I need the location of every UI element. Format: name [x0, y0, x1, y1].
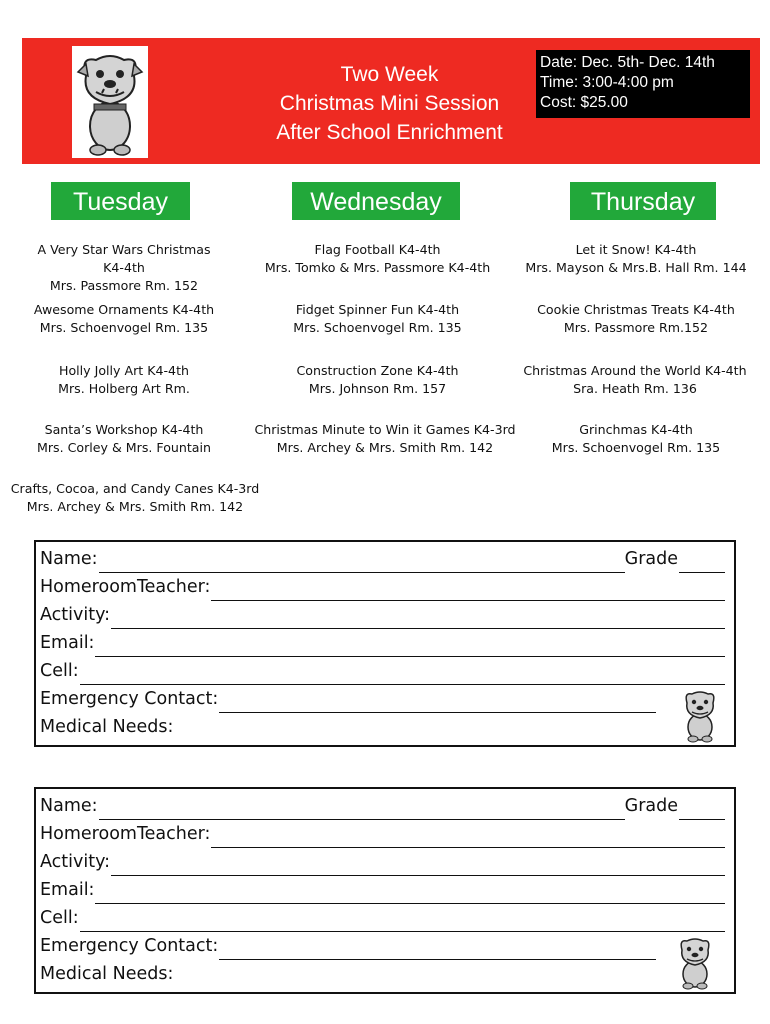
form-row-cell [40, 904, 725, 932]
form-row-medical [40, 960, 725, 988]
activity-tuesday-5 [10, 480, 260, 516]
activity-teacher: Sra. Heath Rm. 136 [573, 381, 697, 396]
cell-field[interactable] [80, 662, 725, 685]
activity-title: Flag Football K4-4th [314, 242, 441, 257]
activity-teacher: Mrs. Passmore Rm. 152 [49, 278, 199, 293]
emergency-field[interactable] [219, 937, 656, 960]
activity-title: Holly Jolly Art K4-4th [59, 363, 189, 378]
teacher-label: HomeroomTeacher: [40, 824, 211, 844]
activity-teacher: Mrs. Corley & Mrs. Fountain [36, 440, 212, 455]
medical-label: Medical Needs: [40, 964, 174, 984]
activity-teacher: Mrs. Tomko & Mrs. Passmore K4-4th [264, 260, 491, 275]
header-banner [22, 38, 760, 164]
activity-label: Activity: [40, 852, 111, 872]
activity-title: Christmas Minute to Win it Games K4-3rd [254, 422, 516, 437]
bulldog-mascot-icon [72, 46, 148, 158]
activity-thursday-3 [510, 362, 760, 398]
activity-teacher: Mrs. Holberg Art Rm. [58, 381, 190, 396]
title-line: Christmas Mini Session [279, 92, 500, 115]
medical-label: Medical Needs: [40, 717, 174, 737]
activity-tuesday-2 [14, 301, 234, 337]
activity-field[interactable] [111, 853, 725, 876]
day-header-thursday: Thursday [570, 182, 716, 220]
activity-wednesday-2 [245, 301, 510, 337]
emergency-label: Emergency Contact: [40, 936, 219, 956]
activity-title: Construction Zone K4-4th [296, 363, 459, 378]
emergency-label: Emergency Contact: [40, 689, 219, 709]
activity-title: Christmas Around the World K4-4th [523, 363, 747, 378]
teacher-label: HomeroomTeacher: [40, 577, 211, 597]
activity-teacher: Mrs. Schoenvogel Rm. 135 [293, 320, 462, 335]
activity-title: Crafts, Cocoa, and Candy Canes K4-3rd [10, 481, 260, 496]
activity-title: Let it Snow! K4-4th [575, 242, 697, 257]
form-row-name [40, 545, 725, 573]
activity-title: Fidget Spinner Fun K4-4th [295, 302, 460, 317]
cell-field[interactable] [80, 909, 725, 932]
grade-label: Grade [624, 796, 678, 816]
grade-field[interactable] [679, 550, 725, 573]
activity-wednesday-4 [240, 421, 530, 457]
form-row-email [40, 629, 725, 657]
day-header-tuesday: Tuesday [51, 182, 190, 220]
activity-title: A Very Star Wars Christmas [37, 242, 211, 257]
name-label: Name: [40, 796, 98, 816]
teacher-field[interactable] [211, 578, 725, 601]
bulldog-mascot-icon [674, 934, 716, 990]
activity-thursday-1 [516, 241, 756, 277]
activity-label: Activity: [40, 605, 111, 625]
activity-wednesday-3 [245, 362, 510, 398]
day-header-wednesday: Wednesday [292, 182, 460, 220]
form-row-cell [40, 657, 725, 685]
email-field[interactable] [95, 634, 725, 657]
activity-field[interactable] [111, 606, 725, 629]
session-info-box [536, 50, 750, 118]
email-label: Email: [40, 880, 95, 900]
activity-thursday-4 [516, 421, 756, 457]
activity-teacher: Mrs. Mayson & Mrs.B. Hall Rm. 144 [525, 260, 747, 275]
activity-grades: K4-4th [103, 260, 145, 275]
activity-title: Cookie Christmas Treats K4-4th [537, 302, 735, 317]
form-row-teacher [40, 820, 725, 848]
grade-field[interactable] [679, 797, 725, 820]
name-field[interactable] [99, 797, 625, 820]
activity-teacher: Mrs. Schoenvogel Rm. 135 [551, 440, 721, 455]
activity-tuesday-4 [14, 421, 234, 457]
registration-form [34, 540, 736, 747]
activity-title: Santa’s Workshop K4-4th [44, 422, 204, 437]
activity-teacher: Mrs. Archey & Mrs. Smith Rm. 142 [276, 440, 494, 455]
activity-title: Awesome Ornaments K4-4th [33, 302, 215, 317]
session-time: Time: 3:00-4:00 pm [540, 74, 674, 91]
session-cost: Cost: $25.00 [540, 94, 628, 111]
registration-form [34, 787, 736, 994]
cell-label: Cell: [40, 908, 79, 928]
activity-teacher: Mrs. Johnson Rm. 157 [308, 381, 447, 396]
bulldog-mascot-icon [679, 687, 721, 743]
grade-label: Grade [624, 549, 678, 569]
activity-tuesday-3 [14, 362, 234, 398]
session-title [247, 60, 532, 147]
email-field[interactable] [95, 881, 725, 904]
activity-title: Grinchmas K4-4th [579, 422, 693, 437]
form-row-activity [40, 601, 725, 629]
activity-teacher: Mrs. Archey & Mrs. Smith Rm. 142 [26, 499, 244, 514]
email-label: Email: [40, 633, 95, 653]
activity-tuesday-1 [14, 241, 234, 295]
form-row-emergency [40, 685, 656, 713]
form-row-email [40, 876, 725, 904]
session-date: Date: Dec. 5th- Dec. 14th [540, 54, 715, 71]
form-row-medical [40, 713, 725, 741]
teacher-field[interactable] [211, 825, 725, 848]
name-label: Name: [40, 549, 98, 569]
title-line: After School Enrichment [276, 121, 503, 144]
form-row-teacher [40, 573, 725, 601]
form-row-name [40, 792, 725, 820]
activity-teacher: Mrs. Schoenvogel Rm. 135 [39, 320, 209, 335]
form-row-activity [40, 848, 725, 876]
title-line: Two Week [340, 63, 439, 86]
activity-wednesday-1 [245, 241, 510, 277]
form-row-emergency [40, 932, 656, 960]
activity-teacher: Mrs. Passmore Rm.152 [563, 320, 709, 335]
activity-thursday-2 [516, 301, 756, 337]
cell-label: Cell: [40, 661, 79, 681]
name-field[interactable] [99, 550, 625, 573]
emergency-field[interactable] [219, 690, 656, 713]
